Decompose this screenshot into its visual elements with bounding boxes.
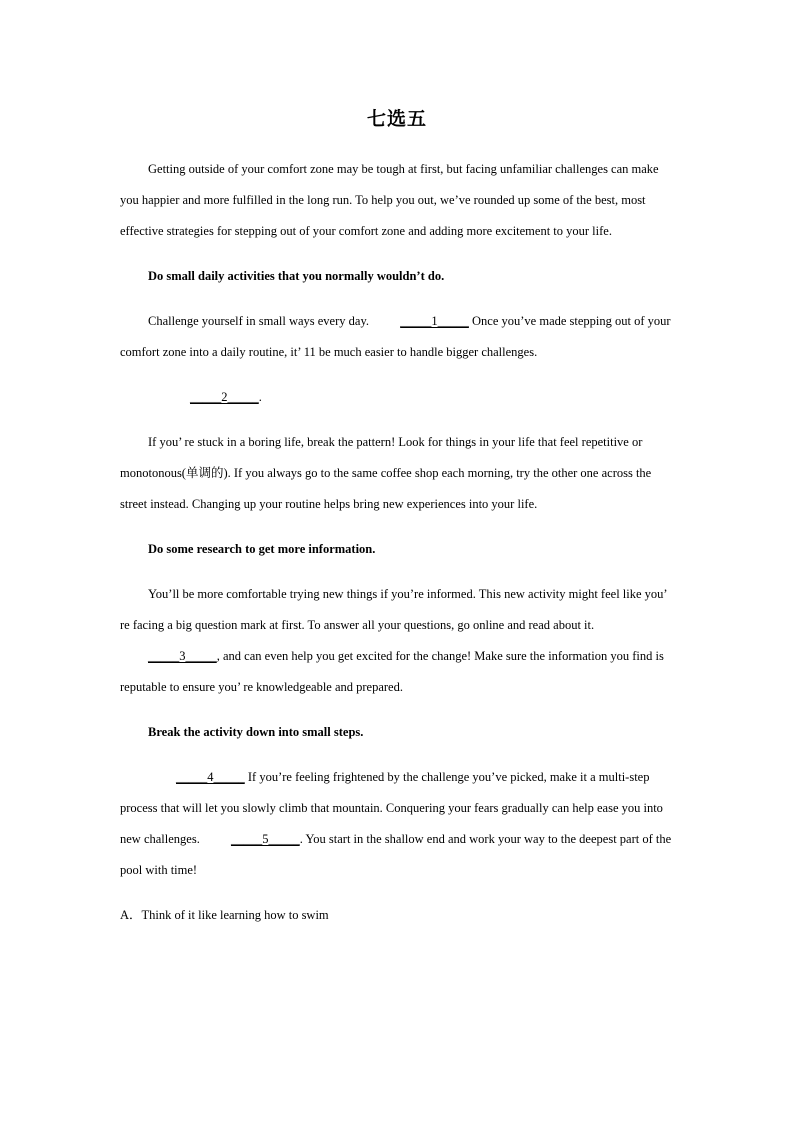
intro-paragraph: Getting outside of your comfort zone may be tough at first, but facing unfamiliar challenges can make you happier and more fulfilled in the long run. To help you out, we’ve rounded up some of the best, most effective strategies for stepping out of your comfort zone and adding more excitement to your life. bbox=[120, 162, 659, 238]
section-heading-1: Do small daily activities that you normally wouldn’t do. bbox=[148, 269, 445, 283]
paragraph-text: Challenge yourself in small ways every day. bbox=[148, 314, 373, 328]
section-heading-2: Do some research to get more information. bbox=[148, 542, 376, 556]
blank-3[interactable]: _____3_____ bbox=[148, 649, 217, 663]
paragraph-text: , and can even help you get excited for the change! Make sure the information you find is reputable to ensure you’ re knowledgeable and prepared. bbox=[120, 649, 664, 694]
blank-1[interactable]: _____1_____ bbox=[400, 314, 469, 328]
document-body bbox=[120, 154, 676, 931]
option-a: A．Think of it like learning how to swim bbox=[120, 908, 329, 922]
paragraph-text: You’ll be more comfortable trying new things if you’re informed. This new activity might feel like you’ re facing a big question mark at first. To answer all your questions, go online and read about it. bbox=[120, 587, 667, 632]
blank-2-period: . bbox=[258, 390, 262, 404]
paragraph-text: . You start in the shallow end and work your way to the deepest part of the pool with time! bbox=[120, 832, 672, 877]
blank-2[interactable]: _____2_____ bbox=[190, 390, 259, 404]
blank-4[interactable]: _____4_____ bbox=[176, 770, 245, 784]
paragraph-text: If you’re feeling frightened by the challenge you’ve picked, make it a multi-step process that will let you slowly climb that mountain. Conquering your fears gradually can help ease you into new challenges. bbox=[120, 770, 663, 846]
section-heading-3: Break the activity down into small steps. bbox=[148, 725, 364, 739]
paragraph-text: Once you’ve made stepping out of your comfort zone into a daily routine, it’ 11 be much easier to handle bigger challenges. bbox=[120, 314, 671, 359]
paragraph-blank-4-5 bbox=[120, 762, 676, 886]
blank-5[interactable]: _____5_____ bbox=[230, 832, 300, 846]
page-title: 七选五 bbox=[366, 108, 427, 130]
paragraph-blank-2 bbox=[120, 382, 676, 413]
paragraph-blank-3 bbox=[120, 579, 676, 703]
paragraph-blank-1 bbox=[120, 306, 676, 368]
break-pattern-paragraph: If you’ re stuck in a boring life, break the pattern! Look for things in your life that feel repetitive or monotonous(单调的). If you always go to the same coffee shop each morning, try the other one across the street instead. Changing up your routine helps bring new experiences into your life. bbox=[120, 435, 652, 511]
